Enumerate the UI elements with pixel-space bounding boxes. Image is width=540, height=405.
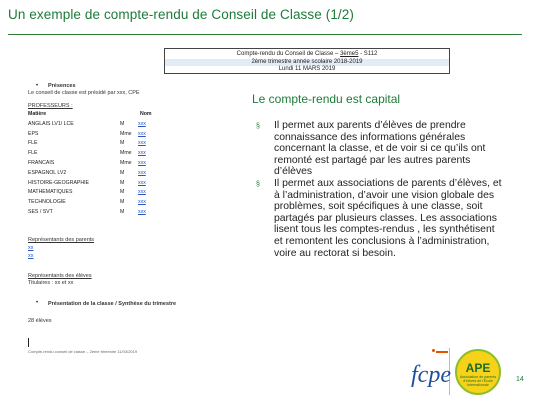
subject-teacher-link[interactable]: xxx bbox=[138, 189, 146, 196]
subject-teacher-link[interactable]: xxx bbox=[138, 120, 146, 127]
subject-name: SES / SVT bbox=[28, 208, 53, 215]
header-line1-prefix: Compte-rendu du Conseil de Classe – bbox=[236, 51, 339, 57]
subject-name: EPS bbox=[28, 130, 39, 137]
presences-text: Le conseil de classe est présidé par xxx, CPE bbox=[28, 90, 140, 96]
subject-civility: M bbox=[120, 120, 125, 127]
subject-teacher-link[interactable]: xxx bbox=[138, 179, 146, 186]
subject-civility: Mme bbox=[120, 130, 132, 137]
presentation-bullet: • bbox=[36, 300, 39, 306]
subject-teacher-link[interactable]: xxx bbox=[138, 150, 146, 157]
header-line2: 2ème trimestre année scolaire 2018-2019 bbox=[165, 59, 449, 67]
list-item bbox=[256, 120, 506, 178]
header-line3: Lundi 11 MARS 2019 bbox=[278, 66, 336, 72]
bullet-list bbox=[256, 120, 506, 259]
subject-name: FLE bbox=[28, 150, 38, 157]
subject-teacher-link[interactable]: xxx bbox=[138, 169, 146, 176]
document-footer: Compte-rendu conseil de classe – 2ème trimestre 11/03/2019 bbox=[28, 349, 138, 354]
ape-logo-subtext: Association de parents d’élèves de l’École Internationale bbox=[459, 375, 497, 387]
point-text: Il permet aux parents d’élèves de prendre connaissance des informations générales concernant la classe, et de voir si ce qu’ils ont remonté est partagé par les autres parents d’élèves bbox=[274, 120, 486, 178]
parent-link[interactable]: xx bbox=[28, 245, 34, 251]
subject-name: FLE bbox=[28, 140, 38, 147]
subject-name: FRANCAIS bbox=[28, 159, 55, 166]
subject-civility: M bbox=[120, 169, 125, 176]
page-number: 14 bbox=[516, 376, 524, 383]
subject-teacher-link[interactable]: xxx bbox=[138, 140, 146, 147]
subject-civility: M bbox=[120, 189, 125, 196]
subject-civility: Mme bbox=[120, 159, 132, 166]
subject-civility: Mme bbox=[120, 150, 132, 157]
section-bullet-icon: § bbox=[256, 180, 260, 188]
subject-name: HISTOIRE-GEOGRAPHIE bbox=[28, 179, 90, 186]
section-bullet-icon: § bbox=[256, 123, 260, 130]
subject-teacher-link[interactable]: xxx bbox=[138, 199, 146, 206]
subject-civility: M bbox=[120, 140, 125, 147]
subject-name: MATHEMATIQUES bbox=[28, 189, 73, 196]
subject-name: ESPAGNOL LV2 bbox=[28, 169, 67, 176]
col-nom: Nom bbox=[140, 111, 152, 117]
presentation-title: Présentation de la classe / Synthèse du trimestre bbox=[48, 301, 177, 307]
subject-teacher-link[interactable]: xxx bbox=[138, 130, 146, 137]
col-matiere: Matière bbox=[28, 111, 47, 117]
subject-teacher-link[interactable]: xxx bbox=[138, 208, 146, 215]
subject-civility: M bbox=[120, 199, 125, 206]
slide-title: Un exemple de compte-rendu de Conseil de Classe (1/2) bbox=[8, 7, 354, 22]
subject-name: ANGLAIS LV1/ LCE bbox=[28, 120, 74, 127]
point-text: Il permet aux associations de parents d’élèves, et à l’administration, d’avoir une vision globale des problèmes, soit spécifiques à une classe, soit partagés par plusieurs classes. Les associations lisent tous les comptes-rendus , les synthétisent et remontent les conclusions à l’administration, voire au rectorat si besoin. bbox=[274, 177, 502, 259]
subject-civility: M bbox=[120, 179, 125, 186]
section-subtitle: Le compte-rendu est capital bbox=[252, 92, 401, 106]
text-cursor bbox=[28, 338, 29, 347]
fcpe-logo-dot bbox=[432, 349, 435, 352]
professeurs-label: PROFESSEURS : bbox=[28, 103, 73, 109]
subject-civility: M bbox=[120, 208, 125, 215]
header-class: 3ème5 bbox=[340, 51, 359, 57]
subject-teacher-link[interactable]: xxx bbox=[138, 159, 146, 166]
header-line1-suffix: - S112 bbox=[360, 51, 378, 57]
title-divider bbox=[8, 34, 522, 35]
eleves-label: Représentants des élèves bbox=[28, 273, 92, 279]
subject-name: TECHNOLOGIE bbox=[28, 199, 66, 206]
parent-link[interactable]: xx bbox=[28, 253, 34, 259]
fcpe-logo-mark bbox=[436, 351, 448, 353]
presences-bullet: • bbox=[36, 83, 39, 89]
parents-label: Représentants des parents bbox=[28, 237, 95, 243]
ape-logo bbox=[455, 349, 501, 395]
presences-title: Présences bbox=[48, 83, 76, 89]
list-item bbox=[256, 178, 506, 259]
eleves-text: Titulaires : xx et xx bbox=[28, 280, 74, 286]
nb-eleves: 28 élèves bbox=[28, 318, 52, 324]
document-header bbox=[164, 48, 450, 74]
ape-logo-text: APE bbox=[465, 361, 491, 375]
fcpe-logo: fcpe bbox=[411, 362, 451, 388]
